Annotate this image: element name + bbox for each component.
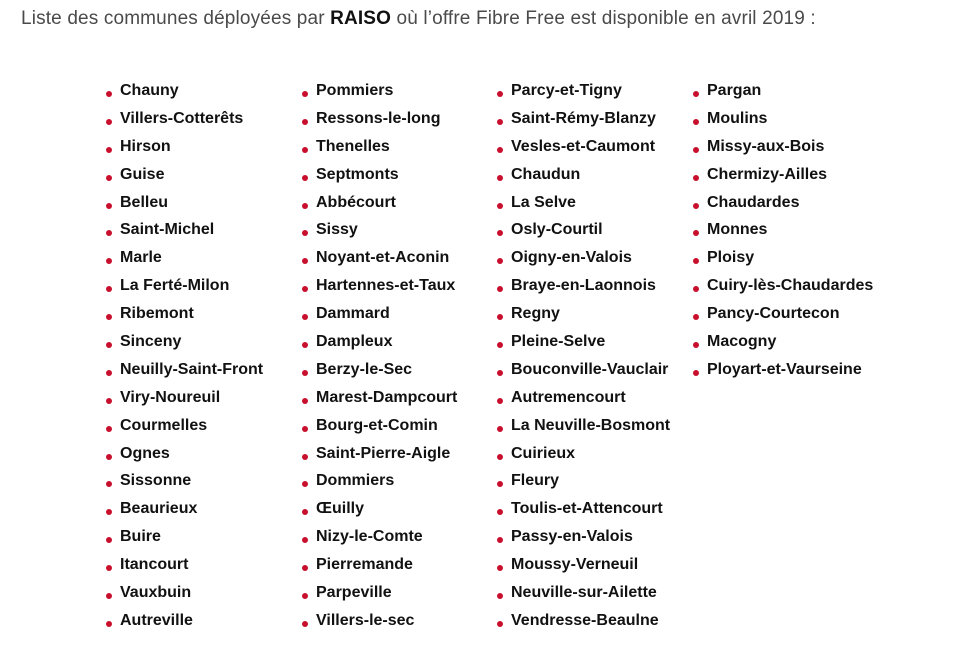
commune-name: La Selve [511, 193, 576, 211]
commune-list-item [106, 467, 263, 495]
commune-list-item [106, 105, 263, 133]
commune-list-item [497, 133, 670, 161]
commune-name: Hirson [120, 137, 171, 155]
commune-list-item [302, 384, 457, 412]
commune-list-item [497, 272, 670, 300]
bullet-icon [693, 258, 699, 264]
commune-name: Courmelles [120, 416, 208, 434]
commune-list-item [106, 272, 263, 300]
commune-name: Bouconville-Vauclair [511, 360, 669, 378]
commune-name: Saint-Pierre-Aigle [316, 444, 451, 462]
commune-name: Chermizy-Ailles [707, 165, 828, 183]
commune-name: Cuiry-lès-Chaudardes [707, 277, 874, 295]
commune-list-item [106, 384, 263, 412]
bullet-icon [497, 230, 503, 236]
commune-name: Sissy [316, 221, 358, 239]
bullet-icon [106, 203, 112, 209]
commune-list-item [693, 244, 873, 272]
commune-list-item [302, 579, 457, 607]
bullet-icon [302, 426, 308, 432]
commune-name: Septmonts [316, 165, 399, 183]
bullet-icon [693, 370, 699, 376]
commune-name: Dammard [316, 305, 390, 323]
commune-list-item [497, 467, 670, 495]
bullet-icon [106, 175, 112, 181]
commune-list-item [302, 356, 457, 384]
brand-name: RAISO [330, 8, 392, 29]
commune-list-item [693, 272, 873, 300]
bullet-icon [497, 286, 503, 292]
bullet-icon [106, 314, 112, 320]
commune-list-item [497, 105, 670, 133]
commune-list-item [693, 328, 873, 356]
bullet-icon [106, 91, 112, 97]
commune-name: La Ferté-Milon [120, 277, 230, 295]
bullet-icon [302, 230, 308, 236]
commune-list-item [302, 105, 457, 133]
bullet-icon [106, 593, 112, 599]
commune-list-item [497, 244, 670, 272]
bullet-icon [302, 621, 308, 627]
commune-list-item [302, 607, 457, 635]
commune-name: Ressons-le-long [316, 109, 441, 127]
commune-name: Vendresse-Beaulne [511, 611, 659, 629]
commune-list-item [106, 551, 263, 579]
commune-name: Ognes [120, 444, 170, 462]
commune-name: Toulis-et-Attencourt [511, 500, 663, 518]
bullet-icon [497, 147, 503, 153]
commune-list-item [106, 356, 263, 384]
title-suffix: où l’offre Fibre Free est disponible en avril 2019 : [391, 8, 816, 29]
bullet-icon [106, 147, 112, 153]
bullet-icon [497, 342, 503, 348]
commune-list-item [497, 189, 670, 217]
bullet-icon [497, 509, 503, 515]
commune-name: Moussy-Verneuil [511, 556, 639, 574]
commune-list-item [497, 523, 670, 551]
commune-name: Sissonne [120, 472, 192, 490]
bullet-icon [497, 370, 503, 376]
commune-name: Autreville [120, 611, 193, 629]
commune-list-item [497, 356, 670, 384]
commune-name: Guise [120, 165, 165, 183]
bullet-icon [497, 119, 503, 125]
commune-name: Pancy-Courtecon [707, 305, 840, 323]
bullet-icon [497, 175, 503, 181]
bullet-icon [106, 565, 112, 571]
commune-name: Braye-en-Laonnois [511, 277, 656, 295]
commune-list-item [302, 523, 457, 551]
commune-list-item [302, 161, 457, 189]
commune-list-item [302, 551, 457, 579]
bullet-icon [302, 370, 308, 376]
commune-list-item [106, 523, 263, 551]
bullet-icon [106, 509, 112, 515]
commune-column-3 [497, 77, 670, 635]
commune-name: Itancourt [120, 556, 189, 574]
bullet-icon [302, 537, 308, 543]
commune-list-item [693, 77, 873, 105]
bullet-icon [497, 454, 503, 460]
commune-list-item [497, 607, 670, 635]
commune-list-item [302, 189, 457, 217]
commune-name: Missy-aux-Bois [707, 137, 825, 155]
commune-list-item [302, 328, 457, 356]
bullet-icon [497, 314, 503, 320]
commune-name: Beaurieux [120, 500, 198, 518]
commune-name: Œuilly [316, 500, 365, 518]
bullet-icon [302, 342, 308, 348]
bullet-icon [497, 593, 503, 599]
commune-name: Monnes [707, 221, 768, 239]
bullet-icon [106, 119, 112, 125]
bullet-icon [106, 426, 112, 432]
commune-name: Saint-Rémy-Blanzy [511, 109, 656, 127]
commune-name: Hartennes-et-Taux [316, 277, 456, 295]
commune-name: Nizy-le-Comte [316, 528, 423, 546]
commune-list-item [497, 77, 670, 105]
commune-name: Parpeville [316, 583, 392, 601]
commune-list-item [497, 216, 670, 244]
bullet-icon [497, 426, 503, 432]
commune-list-item [693, 189, 873, 217]
bullet-icon [302, 203, 308, 209]
commune-name: Osly-Courtil [511, 221, 603, 239]
bullet-icon [693, 147, 699, 153]
bullet-icon [497, 537, 503, 543]
commune-list-item [693, 133, 873, 161]
commune-list-item [302, 133, 457, 161]
bullet-icon [693, 119, 699, 125]
bullet-icon [302, 258, 308, 264]
bullet-icon [497, 203, 503, 209]
commune-list-item [106, 440, 263, 468]
commune-name: Cuirieux [511, 444, 576, 462]
commune-list-item [106, 300, 263, 328]
bullet-icon [693, 91, 699, 97]
commune-name: Fleury [511, 472, 560, 490]
bullet-icon [302, 593, 308, 599]
commune-list-item [497, 328, 670, 356]
bullet-icon [693, 175, 699, 181]
commune-list-item [302, 440, 457, 468]
commune-name: Pierremande [316, 556, 413, 574]
commune-list-item [302, 216, 457, 244]
commune-list-item [497, 412, 670, 440]
commune-list-item [302, 244, 457, 272]
bullet-icon [693, 314, 699, 320]
commune-name: Vauxbuin [120, 583, 192, 601]
commune-name: Marest-Dampcourt [316, 388, 458, 406]
commune-list-item [106, 328, 263, 356]
bullet-icon [497, 398, 503, 404]
commune-name: Buire [120, 528, 161, 546]
commune-name: Bourg-et-Comin [316, 416, 438, 434]
bullet-icon [497, 621, 503, 627]
commune-list-item [106, 133, 263, 161]
commune-list-item [106, 579, 263, 607]
commune-name: Regny [511, 305, 560, 323]
commune-list-item [106, 607, 263, 635]
commune-list-item [497, 495, 670, 523]
commune-name: Villers-le-sec [316, 611, 415, 629]
commune-list-item [497, 551, 670, 579]
commune-name: Viry-Noureuil [120, 388, 221, 406]
bullet-icon [693, 286, 699, 292]
bullet-icon [106, 398, 112, 404]
commune-list-item [106, 161, 263, 189]
bullet-icon [693, 203, 699, 209]
commune-list-item [693, 161, 873, 189]
title-prefix: Liste des communes déployées par [21, 8, 331, 29]
commune-name: Autremencourt [511, 388, 626, 406]
bullet-icon [302, 175, 308, 181]
commune-list-item [106, 244, 263, 272]
commune-list-item [302, 272, 457, 300]
commune-name: Ployart-et-Vaurseine [707, 360, 862, 378]
bullet-icon [106, 537, 112, 543]
bullet-icon [497, 481, 503, 487]
commune-list-item [302, 412, 457, 440]
commune-list-item [302, 495, 457, 523]
bullet-icon [302, 147, 308, 153]
commune-name: Chaudun [511, 165, 581, 183]
commune-list-item [497, 300, 670, 328]
commune-name: Sinceny [120, 332, 182, 350]
commune-column-4 [693, 77, 873, 384]
commune-column-1 [106, 77, 263, 635]
commune-name: Ploisy [707, 249, 755, 267]
commune-name: Oigny-en-Valois [511, 249, 632, 267]
bullet-icon [302, 286, 308, 292]
commune-name: Macogny [707, 332, 777, 350]
commune-name: Dampleux [316, 332, 393, 350]
commune-list-item [106, 412, 263, 440]
commune-name: Moulins [707, 109, 768, 127]
commune-list-item [106, 189, 263, 217]
commune-name: Berzy-le-Sec [316, 360, 413, 378]
page-title [21, 8, 951, 30]
commune-name: Villers-Cotterêts [120, 109, 244, 127]
commune-name: Vesles-et-Caumont [511, 137, 656, 155]
commune-name: Parcy-et-Tigny [511, 81, 622, 99]
bullet-icon [302, 509, 308, 515]
commune-name: Chauny [120, 81, 179, 99]
commune-name: Noyant-et-Aconin [316, 249, 450, 267]
commune-name: Chaudardes [707, 193, 800, 211]
commune-list-item [497, 440, 670, 468]
bullet-icon [106, 342, 112, 348]
commune-name: Neuville-sur-Ailette [511, 583, 657, 601]
bullet-icon [106, 621, 112, 627]
commune-list-item [497, 384, 670, 412]
bullet-icon [497, 258, 503, 264]
commune-column-2 [302, 77, 457, 635]
commune-list-item [693, 356, 873, 384]
commune-list-item [302, 300, 457, 328]
commune-name: Neuilly-Saint-Front [120, 360, 264, 378]
bullet-icon [302, 398, 308, 404]
bullet-icon [106, 370, 112, 376]
bullet-icon [106, 286, 112, 292]
bullet-icon [693, 230, 699, 236]
bullet-icon [106, 258, 112, 264]
bullet-icon [302, 454, 308, 460]
commune-name: Pleine-Selve [511, 332, 606, 350]
bullet-icon [693, 342, 699, 348]
bullet-icon [302, 314, 308, 320]
commune-name: Pommiers [316, 81, 394, 99]
commune-name: Saint-Michel [120, 221, 215, 239]
commune-name: Ribemont [120, 305, 194, 323]
commune-list-item [302, 467, 457, 495]
commune-list-item [693, 300, 873, 328]
commune-name: Dommiers [316, 472, 395, 490]
commune-list-item [106, 216, 263, 244]
commune-list-item [693, 216, 873, 244]
bullet-icon [106, 481, 112, 487]
commune-name: Belleu [120, 193, 169, 211]
commune-list-item [497, 579, 670, 607]
commune-name: Abbécourt [316, 193, 396, 211]
commune-name: Thenelles [316, 137, 390, 155]
bullet-icon [302, 119, 308, 125]
commune-name: Passy-en-Valois [511, 528, 633, 546]
bullet-icon [106, 454, 112, 460]
bullet-icon [302, 481, 308, 487]
commune-list-item [693, 105, 873, 133]
bullet-icon [106, 230, 112, 236]
commune-name: La Neuville-Bosmont [511, 416, 671, 434]
bullet-icon [302, 565, 308, 571]
bullet-icon [497, 91, 503, 97]
bullet-icon [302, 91, 308, 97]
commune-list-item [106, 495, 263, 523]
commune-name: Pargan [707, 81, 762, 99]
commune-list-item [302, 77, 457, 105]
commune-list-item [106, 77, 263, 105]
commune-name: Marle [120, 249, 162, 267]
bullet-icon [497, 565, 503, 571]
commune-list-item [497, 161, 670, 189]
